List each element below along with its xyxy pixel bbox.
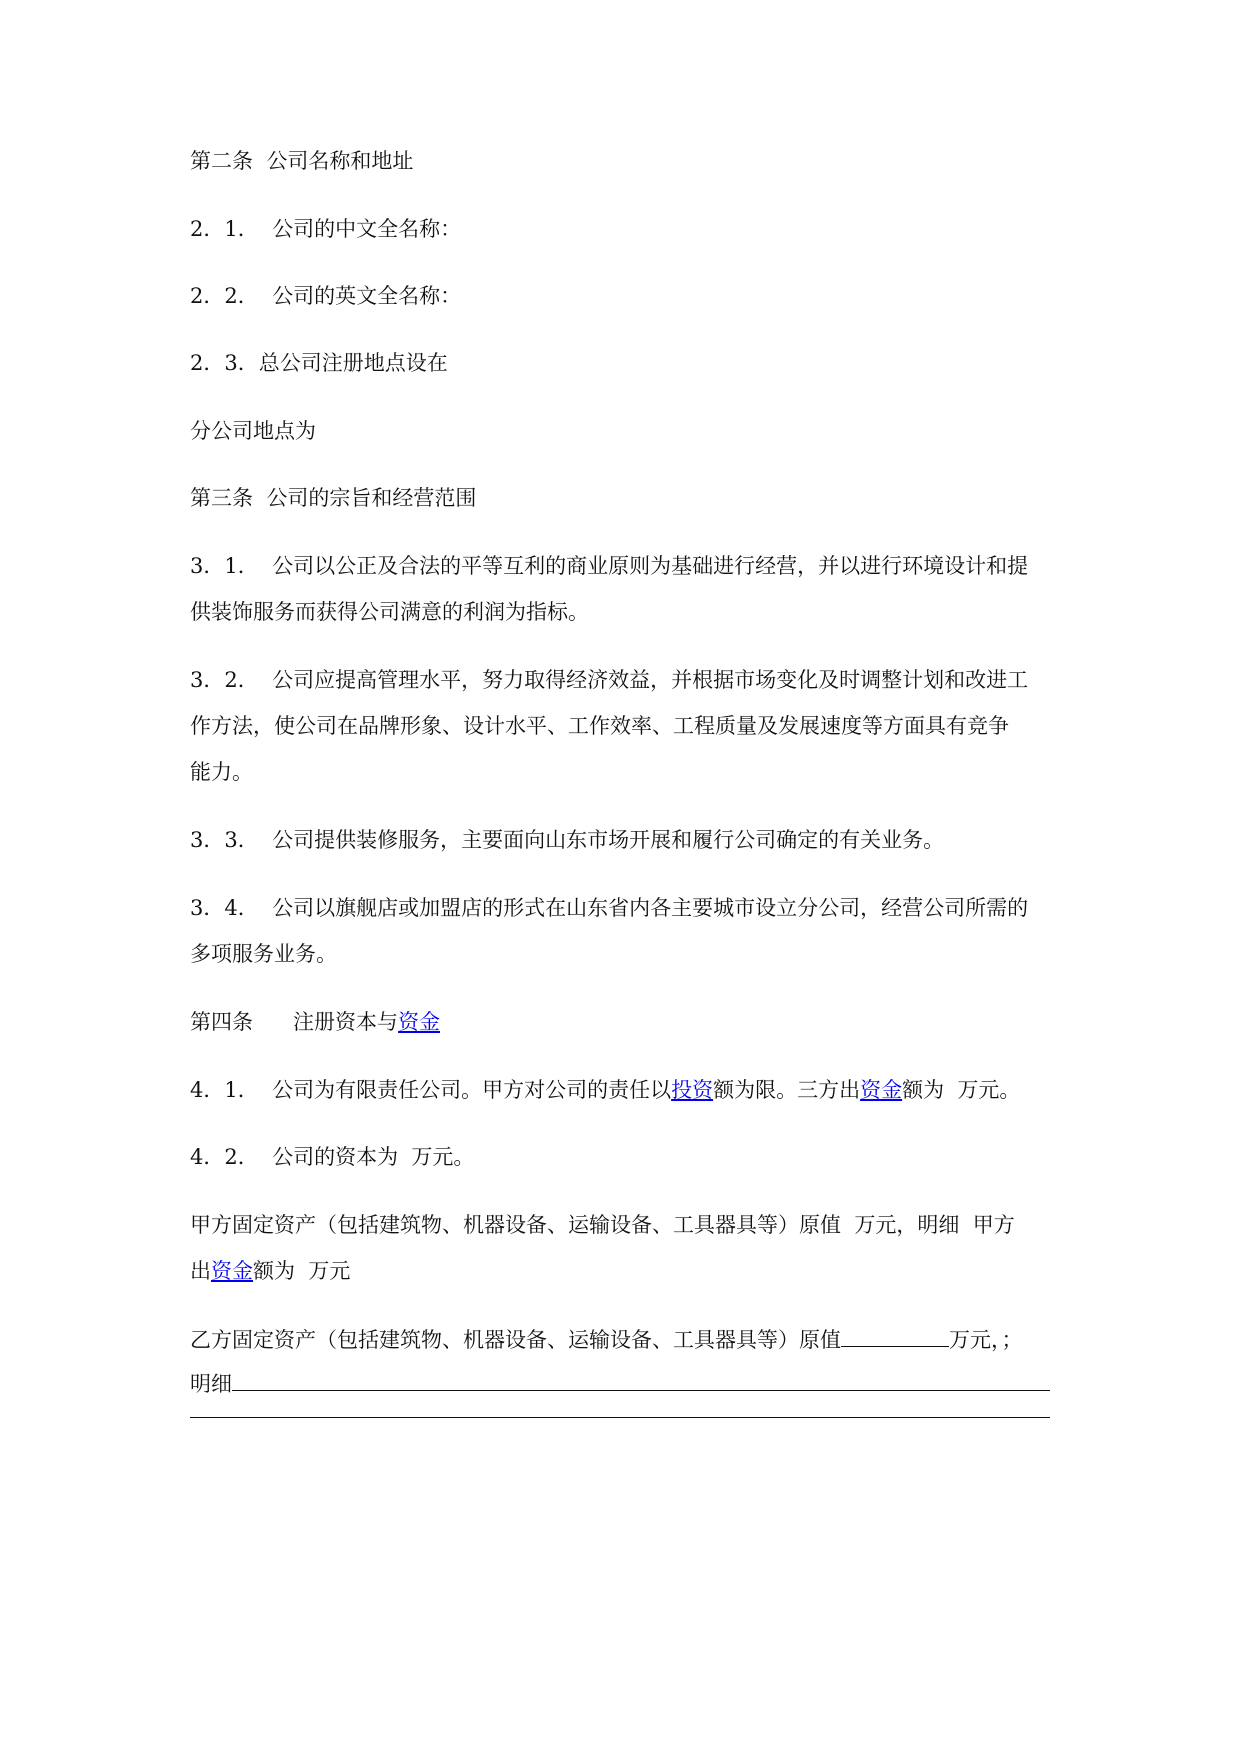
party-a-assets-line-2 xyxy=(190,1258,350,1284)
clause-3-1-line-2: 供装饰服务而获得公司满意的利润为指标。 xyxy=(190,600,589,624)
party-a-assets-line-1: 甲方固定资产（包括建筑物、机器设备、运输设备、工具器具等）原值 万元，明细 甲方 xyxy=(190,1213,1015,1237)
article-4-heading xyxy=(190,1009,440,1035)
clause-3-3: 3．3． 公司提供装修服务，主要面向山东市场开展和履行公司确定的有关业务。 xyxy=(190,828,945,852)
clause-4-1-text-a: 4．1． 公司为有限责任公司。甲方对公司的责任以 xyxy=(190,1078,672,1102)
party-b-text-a: 乙方固定资产（包括建筑物、机器设备、运输设备、工具器具等）原值 xyxy=(190,1328,841,1352)
article-2-heading: 第二条 公司名称和地址 xyxy=(190,149,414,173)
article-4-heading-text: 第四条 注册资本与 xyxy=(190,1010,399,1034)
funds-link[interactable]: 资金 xyxy=(860,1078,903,1102)
investment-link[interactable]: 投资 xyxy=(671,1078,714,1102)
clause-3-2-line-3: 能力。 xyxy=(190,760,253,784)
party-a-text-a: 出 xyxy=(190,1259,211,1283)
clause-3-2-line-2: 作方法，使公司在品牌形象、设计水平、工作效率、工程质量及发展速度等方面具有竞争 xyxy=(190,714,1009,738)
party-b-details-label: 明细 xyxy=(190,1372,232,1396)
details-blank-line xyxy=(190,1417,1050,1418)
party-a-text-b: 额为 万元 xyxy=(253,1259,351,1283)
clause-4-1-text-b: 额为限。三方出 xyxy=(713,1078,861,1102)
clause-3-4-line-2: 多项服务业务。 xyxy=(190,942,337,966)
clause-4-2: 4．2． 公司的资本为 万元。 xyxy=(190,1145,475,1169)
article-3-heading: 第三条 公司的宗旨和经营范围 xyxy=(190,486,477,510)
clause-4-1 xyxy=(190,1077,1020,1103)
clause-3-1-line-1: 3．1． 公司以公正及合法的平等互利的商业原则为基础进行经营，并以进行环境设计和提 xyxy=(190,554,1029,578)
clause-3-4-line-1: 3．4． 公司以旗舰店或加盟店的形式在山东省内各主要城市设立分公司，经营公司所需的 xyxy=(190,896,1029,920)
branch-location: 分公司地点为 xyxy=(190,419,316,443)
party-b-text-b: 万元，； xyxy=(949,1328,1023,1352)
clause-2-3: 2．3．总公司注册地点设在 xyxy=(190,351,448,375)
funds-link[interactable]: 资金 xyxy=(211,1259,253,1283)
funds-link[interactable]: 资金 xyxy=(398,1010,441,1034)
details-blank xyxy=(232,1370,1050,1391)
clause-2-2: 2．2． 公司的英文全名称： xyxy=(190,284,462,308)
party-b-details-line xyxy=(190,1370,1050,1397)
party-b-assets-line-1 xyxy=(190,1326,1023,1353)
clause-4-1-text-c: 额为 万元。 xyxy=(902,1078,1021,1102)
original-value-blank xyxy=(841,1326,949,1347)
clause-3-2-line-1: 3．2． 公司应提高管理水平，努力取得经济效益，并根据市场变化及时调整计划和改进工 xyxy=(190,668,1029,692)
clause-2-1: 2．1． 公司的中文全名称： xyxy=(190,217,462,241)
